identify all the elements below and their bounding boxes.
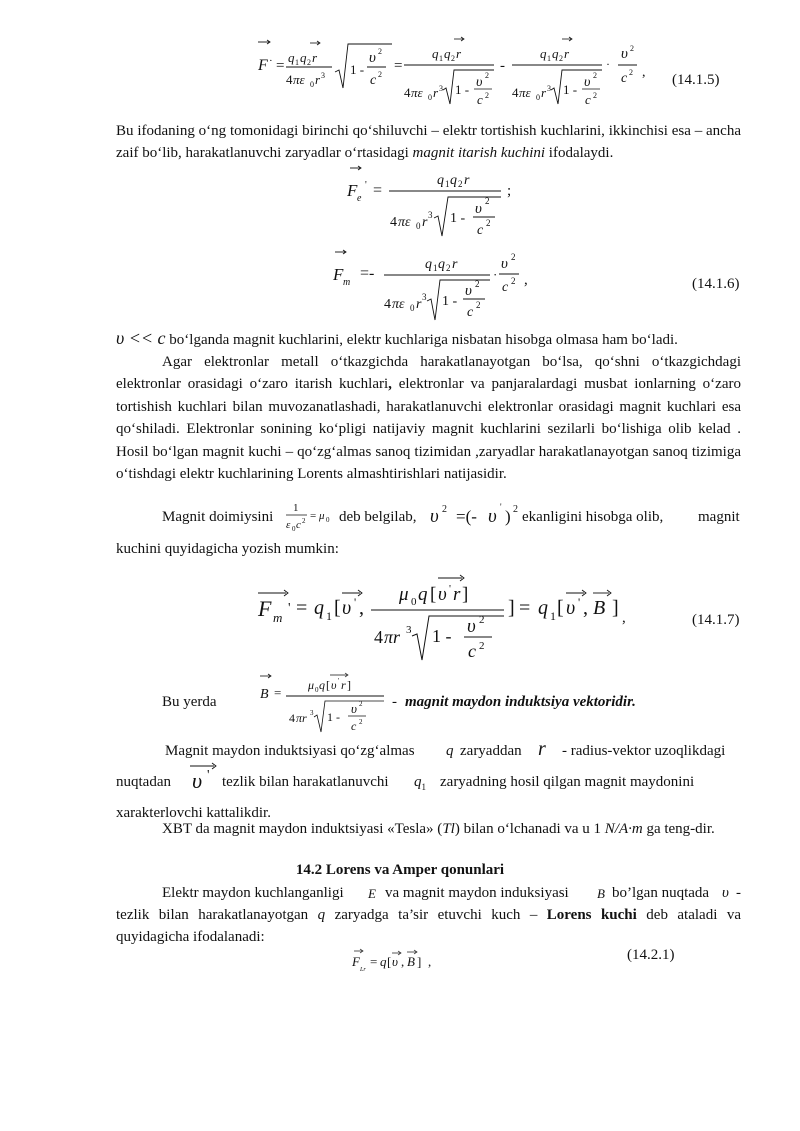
text-span: tezlik bilan harakatlanuvchi [222,774,389,790]
svg-text:0: 0 [536,93,540,102]
symbol-upsilon: υ [722,885,729,901]
svg-text:2: 2 [511,276,516,286]
text-span: q [446,743,454,759]
svg-text:': ' [449,583,451,595]
svg-text:,: , [359,597,364,619]
svg-text:υ: υ [392,954,398,969]
svg-text:m: m [273,610,283,625]
svg-text:r: r [453,584,461,605]
formula-14-1-5 [240,32,670,117]
svg-text:υ: υ [351,701,357,716]
svg-text:4: 4 [404,85,411,100]
svg-text:4: 4 [286,72,293,87]
svg-text:3: 3 [547,84,551,93]
svg-text:3: 3 [422,292,427,302]
svg-text:1: 1 [445,179,450,189]
svg-text:': ' [207,768,210,783]
svg-text:0: 0 [315,686,319,694]
svg-text:1: 1 [550,609,556,623]
svg-text:1 -: 1 - [563,82,578,97]
svg-text:1 -: 1 - [442,294,458,309]
svg-text:[: [ [326,678,330,692]
svg-text:Lr: Lr [360,967,366,973]
svg-text:r: r [416,297,422,312]
svg-text:q: q [314,597,324,619]
svg-text:υ: υ [342,597,352,619]
svg-text:B: B [260,687,269,702]
svg-text:[: [ [430,584,437,605]
svg-text:3: 3 [321,71,325,80]
svg-text:3: 3 [428,210,433,220]
svg-text:0: 0 [410,303,415,313]
svg-text:2: 2 [511,252,516,262]
svg-text:υ: υ [369,50,376,66]
svg-text:c: c [621,71,628,86]
svg-text:r: r [312,50,318,65]
svg-text:2: 2 [442,504,447,515]
svg-text:[: [ [334,597,341,619]
svg-text:q: q [380,954,387,969]
svg-text:=: = [370,954,378,969]
text-span: zaryaddan [460,743,522,759]
symbol-E: E [368,886,376,901]
text-span: magnit [698,509,740,525]
svg-text:1: 1 [439,54,443,63]
svg-text:[: [ [387,954,392,969]
svg-text:q: q [300,50,307,65]
svg-text:0: 0 [326,516,330,524]
svg-text:F: F [258,596,272,621]
svg-text:2: 2 [451,54,455,63]
text-span: Bu yerda [162,694,217,710]
svg-text:2: 2 [446,263,451,273]
equation-number: (14.1.6) [692,276,740,292]
svg-text:2: 2 [378,70,382,79]
equation-number: (14.1.7) [692,612,740,628]
svg-text:': ' [288,601,291,616]
svg-text:2: 2 [513,504,518,515]
svg-text:2: 2 [485,91,489,100]
svg-text:2: 2 [458,179,463,189]
svg-text:2: 2 [359,700,363,708]
svg-text:q: q [319,678,325,692]
svg-text:B: B [407,954,415,969]
text-span: - [736,885,741,901]
svg-text:F: F [333,265,344,284]
svg-text:υ: υ [331,678,337,692]
svg-text:υ: υ [467,616,476,637]
svg-text:υ: υ [584,75,591,90]
svg-text:': ' [354,595,357,609]
svg-text:1: 1 [326,609,332,623]
svg-text:μ: μ [308,678,315,692]
svg-text:0: 0 [411,596,417,608]
svg-text:2: 2 [479,614,485,626]
svg-text:': ' [500,502,502,512]
svg-text:·: · [493,267,498,282]
svg-text:c: c [296,519,301,531]
text-span: Magnit maydon induktsiyasi qo‘zg‘almas [165,743,415,759]
svg-text:c: c [468,641,476,661]
svg-text:0: 0 [416,221,421,231]
svg-text:]: ] [417,954,422,969]
svg-text:1 -: 1 - [450,211,466,226]
svg-text:q: q [450,173,457,188]
svg-text:2: 2 [307,58,311,67]
svg-text:2: 2 [629,68,633,77]
symbol-r: r [538,738,546,760]
svg-text:c: c [370,73,377,88]
formula-magnetic-force [330,244,550,330]
svg-text:2: 2 [486,218,491,228]
svg-text:πr: πr [296,711,307,725]
svg-text:2: 2 [359,718,363,726]
paragraph: tezlik bilan harakatlanayotgan q zaryadga ta’sir etuvchi kuch – Lorens kuchi deb ataladi va quyidagicha ifodalanadi: [116,907,741,946]
svg-text:,: , [642,65,646,80]
svg-text:1: 1 [547,54,551,63]
svg-text:2: 2 [302,517,306,525]
svg-text:2: 2 [485,196,490,206]
svg-text:πε: πε [392,297,405,312]
text-span: Magnit doimiysini [162,509,274,525]
svg-text:c: c [477,92,483,107]
svg-text:]: ] [508,597,515,619]
svg-text:r: r [452,257,458,272]
svg-text:r: r [464,173,470,188]
svg-text:υ: υ [192,768,203,793]
svg-text:2: 2 [479,640,485,652]
text-span: kuchini quyidagicha yozish mumkin: [116,541,339,557]
svg-text:]: ] [612,597,619,619]
svg-text:2: 2 [593,71,597,80]
text-span: zaryadning hosil qilgan magnit maydonini [440,774,695,790]
svg-text:υ: υ [430,506,439,527]
svg-text:r: r [422,215,428,230]
text-span: Elektr maydon kuchlanganligi [162,885,344,901]
text-span: ekanligini hisobga olib, [522,509,664,525]
text-span: - [392,694,397,710]
formula-velocity-square [428,500,528,530]
text-span: nuqtadan [116,774,171,790]
svg-text:υ: υ [501,256,508,272]
svg-text:υ: υ [465,283,472,299]
svg-text:υ: υ [476,75,483,90]
paragraph: Agar elektronlar metall o‘tkazgichda harakatlanayotgan bo‘lsa, qo‘shni o‘tkazgichdagi elektronlar orasidagi o‘zaro itarish kuchlari, elektronlar va panjaralardagi musbat ionlarning o‘zaro tortishish kuchlari bilan muvozanatlashadi, harakatlanuvchi elektronlar orasidagi magnit kuchlari esa qo‘shiladi. Elektronlar sonining ko‘pligi natijaviy magnit kuchlarini sezilarli bo‘lishiga olib kelad . Hosil bo‘lgan magnit kuchi – qo‘zg‘almas sanoq tizimidan ,zaryadlar harakatlanayotgan sanoq tizimiga o‘tishdagi elektr kuchlarining Lorents almashtirishlari natijasidir. [116,354,741,483]
equation-number: (14.1.5) [672,72,720,88]
svg-text:q: q [540,46,547,61]
svg-text:r: r [564,46,570,61]
symbol-q1: $q_1$ [414,774,426,792]
svg-text:υ: υ [566,597,576,619]
svg-text:q: q [288,50,295,65]
svg-text:πε: πε [411,85,423,100]
svg-text:r: r [433,85,439,100]
paragraph: Bu ifodaning o‘ng tomonidagi birinchi qo‘shiluvchi – elektr tortishish kuchlarini, ikkinchisi esa – ancha zaif bo‘lib, harakatlanuvchi zaryadlar o‘rtasidagi magnit itarish kuchini ifodalaydi. [116,123,741,162]
svg-text:0: 0 [292,525,296,533]
svg-text:2: 2 [476,300,481,310]
svg-text:,: , [428,954,432,969]
svg-text:1 -: 1 - [327,710,340,724]
svg-text:]: ] [347,678,351,692]
svg-text:2: 2 [593,91,597,100]
svg-text:υ: υ [621,46,628,62]
text-span: va magnit maydon induksiyasi [385,885,569,901]
svg-text:3: 3 [406,624,412,636]
svg-text:': ' [578,595,581,609]
svg-text:·: · [606,57,610,71]
formula-magnetic-induction [256,668,396,738]
svg-text:[: [ [557,597,564,619]
svg-text:c: c [351,719,357,733]
svg-text:πr: πr [384,627,401,647]
svg-text:πε: πε [398,215,411,230]
svg-text:2: 2 [475,279,480,289]
svg-text:': ' [365,180,367,191]
svg-text:]: ] [462,584,469,605]
svg-text:=: = [310,510,317,522]
svg-text:c: c [467,305,474,320]
formula-14-1-7 [256,568,636,668]
svg-text:υ: υ [438,584,447,605]
svg-text:-: - [500,58,505,74]
svg-text:q: q [538,597,548,619]
svg-text:=: = [519,597,531,619]
svg-text:4: 4 [289,711,295,725]
svg-text:·: · [269,55,273,67]
svg-text:2: 2 [485,71,489,80]
svg-text:=: = [276,58,285,74]
svg-text:4: 4 [390,215,397,230]
svg-text:): ) [505,507,511,526]
svg-text:m: m [343,277,351,288]
formula-velocity-vector [184,761,224,793]
svg-text:4: 4 [374,627,383,647]
svg-text:F: F [258,57,268,74]
svg-text:1 -: 1 - [455,82,470,97]
svg-text:,: , [524,272,528,288]
svg-text:r: r [456,46,462,61]
svg-text:πε: πε [293,72,305,87]
text-span: bo’lgan nuqtada [612,885,710,901]
svg-text:2: 2 [630,44,634,53]
svg-text:2: 2 [378,47,382,56]
svg-text:q: q [552,46,559,61]
svg-text:πε: πε [519,85,531,100]
svg-text:q: q [425,257,432,272]
svg-text:=: = [296,597,308,619]
svg-text:;: ; [507,183,512,199]
svg-text:q: q [444,46,451,61]
svg-text:F: F [347,181,358,200]
svg-text:,: , [583,597,588,619]
svg-text:B: B [593,597,606,619]
svg-text:4: 4 [512,85,519,100]
svg-text:=-: =- [360,265,375,282]
section-heading: 14.2 Lorens va Amper qonunlari [295,862,505,878]
svg-text:c: c [502,280,509,295]
svg-text:1: 1 [433,263,438,273]
svg-text:1: 1 [293,502,299,514]
svg-text:0: 0 [310,80,314,89]
formula-magnetic-constant [285,497,340,537]
svg-text:1: 1 [295,58,299,67]
formula-electric-force [345,162,565,242]
svg-text:q: q [438,257,445,272]
svg-text:2: 2 [559,54,563,63]
text-span: - radius-vektor uzoqlikdagi [562,743,726,759]
text-span: xarakterlovchi kattalikdir. [116,805,271,821]
svg-text:F: F [352,954,360,969]
paragraph: XBT da magnit maydon induktsiyasi «Tesla» (Tl) bilan o‘lchanadi va u 1 N/A·m ga teng-dir. [162,821,715,837]
svg-text:3: 3 [439,84,443,93]
svg-text:3: 3 [310,709,314,717]
text-span: magnit maydon induktsiya vektoridir. [405,694,636,710]
svg-text:q: q [437,173,444,188]
svg-text:r: r [541,85,547,100]
svg-text:0: 0 [428,93,432,102]
svg-text:e: e [357,193,362,204]
symbol-B: B [597,886,605,901]
svg-text:=: = [373,182,383,199]
svg-text:q: q [418,584,428,605]
text-span: deb belgilab, [339,509,417,525]
svg-text:q: q [432,46,439,61]
svg-text:r: r [315,72,321,87]
svg-text:=: = [394,58,403,74]
svg-text:μ: μ [399,584,409,605]
formula-14-2-1 [348,946,458,976]
svg-text:4: 4 [384,297,391,312]
svg-text:r: r [341,678,346,692]
svg-text:,: , [401,954,405,969]
svg-text:υ: υ [488,506,497,527]
svg-text:c: c [585,92,591,107]
svg-text:υ: υ [475,201,482,217]
text-span: , [622,610,626,626]
svg-text:μ: μ [319,510,325,522]
svg-text:1 -: 1 - [432,626,452,646]
svg-text:ε: ε [286,519,291,531]
svg-text:=(-: =(- [456,507,477,526]
svg-text:=: = [274,685,282,700]
svg-text:c: c [477,223,484,238]
equation-number: (14.2.1) [627,947,675,963]
svg-text:1 -: 1 - [350,62,365,77]
svg-text:': ' [338,677,340,685]
paragraph: υ << c bo‘lganda magnit kuchlarini, elektr kuchlariga nisbatan hisobga olmasa ham bo‘ladi. [116,328,678,348]
